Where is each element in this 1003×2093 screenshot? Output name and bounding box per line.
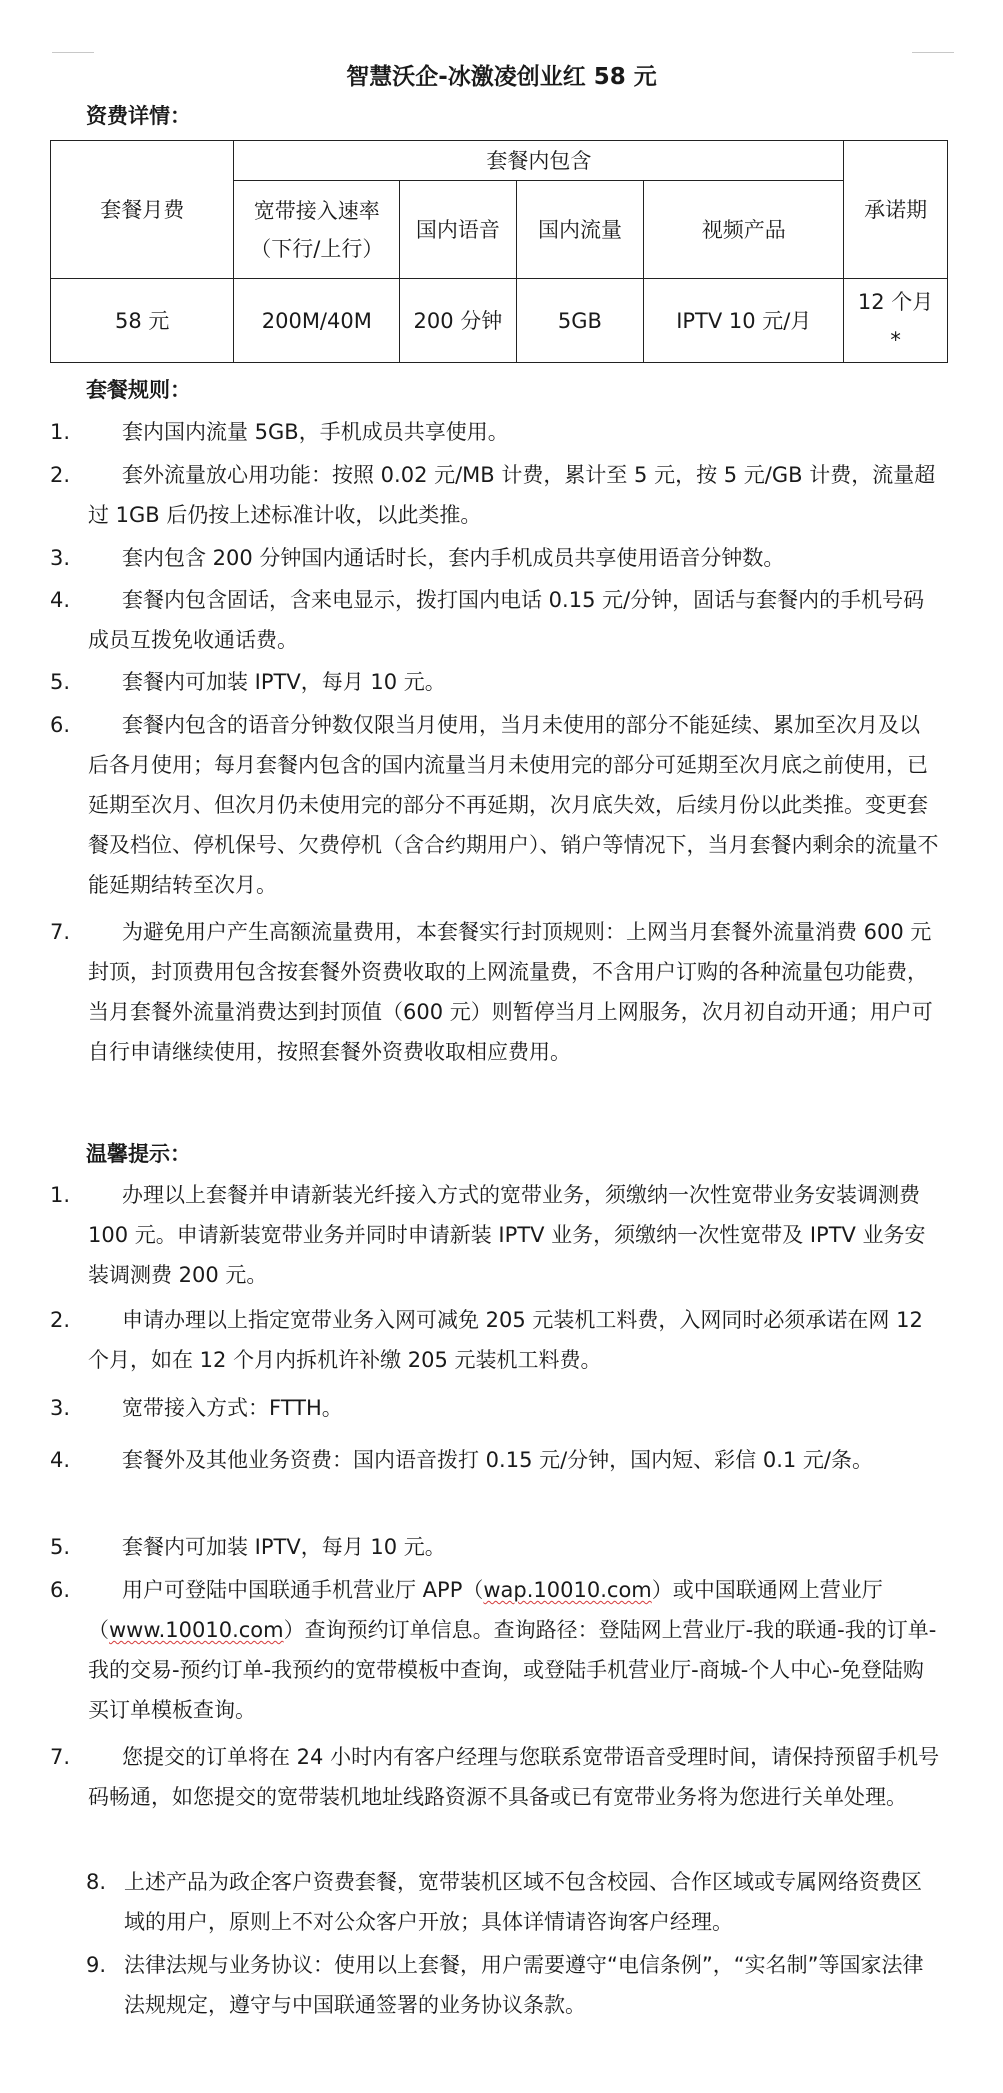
fee-table — [50, 140, 948, 363]
list-item: 7. 为避免用户产生高额流量费用，本套餐实行封顶规则：上网当月套餐外流量消费 600 元封顶，封顶费用包含按套餐外资费收取的上网流量费，不含用户订购的各种流量包功能费，当月套餐外流量消费达到封顶值（600 元）则暂停当月上网服务，次月初自动开通；用户可自行申请继续使用，按照套餐外资费收取相应费用。 — [50, 920, 933, 1064]
data-header: 国内流量 — [516, 181, 644, 279]
list-item: 8. 上述产品为政企客户资费套餐，宽带装机区域不包含校园、合作区域或专属网络资费区域的用户，原则上不对公众客户开放；具体详情请咨询客户经理。 — [86, 1870, 922, 1934]
monthly-fee-cell: 58 元 — [51, 279, 234, 363]
list-item: 5. 套餐内可加装 IPTV，每月 10 元。 — [50, 1535, 446, 1559]
list-item: 4. 套餐外及其他业务资费：国内语音拨打 0.15 元/分钟，国内短、彩信 0.1 元/条。 — [50, 1448, 874, 1472]
voice-cell: 200 分钟 — [400, 279, 516, 363]
commitment-header: 承诺期 — [844, 141, 948, 279]
list-item: 4. 套餐内包含固话，含来电显示，拨打国内电话 0.15 元/分钟，固话与套餐内的手机号码成员互拨免收通话费。 — [50, 588, 925, 652]
list-item: 1. 办理以上套餐并申请新装光纤接入方式的宽带业务，须缴纳一次性宽带业务安装调测费 100 元。申请新装宽带业务并同时申请新装 IPTV 业务，须缴纳一次性宽带及 IPTV 业务安装调测费 200 元。 — [50, 1183, 926, 1287]
list-item: 9. 法律法规与业务协议：使用以上套餐，用户需要遵守“电信条例”，“实名制”等国家法律法规规定，遵守与中国联通签署的业务协议条款。 — [86, 1953, 924, 2017]
corner-mark-left — [52, 52, 94, 53]
corner-mark-right — [912, 52, 954, 53]
commitment-cell: 12 个月 * — [844, 279, 948, 363]
list-item: 3. 套内包含 200 分钟国内通话时长，套内手机成员共享使用语音分钟数。 — [50, 546, 785, 570]
fee-details-heading: 资费详情： — [86, 104, 191, 128]
list-item: 5. 套餐内可加装 IPTV，每月 10 元。 — [50, 670, 446, 694]
list-item: 6. 套餐内包含的语音分钟数仅限当月使用，当月未使用的部分不能延续、累加至次月及以后各月使用；每月套餐内包含的国内流量当月未使用完的部分可延期至次月底之前使用，已延期至次月、但次月仍未使用完的部分不再延期，次月底失效，后续月份以此类推。变更套餐及档位、停机保号、欠费停机（含合约期用户）、销户等情况下，当月套餐内剩余的流量不能延期结转至次月。 — [50, 713, 939, 897]
www-link-text: www.10010.com — [109, 1618, 284, 1642]
list-item: 6. 用户可登陆中国联通手机营业厅 APP（wap.10010.com）或中国联通网上营业厅（www.10010.com）查询预约订单信息。查询路径：登陆网上营业厅-我的联通-我的订单-我的交易-预约订单-我预约的宽带模板中查询，或登陆手机营业厅-商城-个人中心-免登陆购买订单模板查询。 — [50, 1578, 937, 1722]
included-header: 套餐内包含 — [234, 141, 844, 181]
document-title: 智慧沃企-冰激凌创业红 58 元 — [346, 64, 657, 90]
monthly-fee-header: 套餐月费 — [51, 141, 234, 279]
video-header: 视频产品 — [644, 181, 844, 279]
bandwidth-cell: 200M/40M — [234, 279, 400, 363]
wap-link-text: wap.10010.com — [483, 1578, 652, 1602]
list-item: 1. 套内国内流量 5GB，手机成员共享使用。 — [50, 420, 509, 444]
list-item: 7. 您提交的订单将在 24 小时内有客户经理与您联系宽带语音受理时间，请保持预留手机号码畅通，如您提交的宽带装机地址线路资源不具备或已有宽带业务将为您进行关单处理。 — [50, 1745, 940, 1809]
bandwidth-header: 宽带接入速率 （下行/上行） — [234, 181, 400, 279]
list-item: 2. 套外流量放心用功能：按照 0.02 元/MB 计费，累计至 5 元，按 5 元/GB 计费，流量超过 1GB 后仍按上述标准计收，以此类推。 — [50, 463, 936, 527]
tips-heading: 温馨提示： — [86, 1142, 191, 1166]
rules-heading: 套餐规则： — [86, 378, 191, 402]
voice-header: 国内语音 — [400, 181, 516, 279]
video-cell: IPTV 10 元/月 — [644, 279, 844, 363]
list-item: 2. 申请办理以上指定宽带业务入网可减免 205 元装机工料费，入网同时必须承诺在网 12 个月，如在 12 个月内拆机许补缴 205 元装机工料费。 — [50, 1308, 923, 1372]
data-cell: 5GB — [516, 279, 644, 363]
list-item: 3. 宽带接入方式：FTTH。 — [50, 1396, 343, 1420]
